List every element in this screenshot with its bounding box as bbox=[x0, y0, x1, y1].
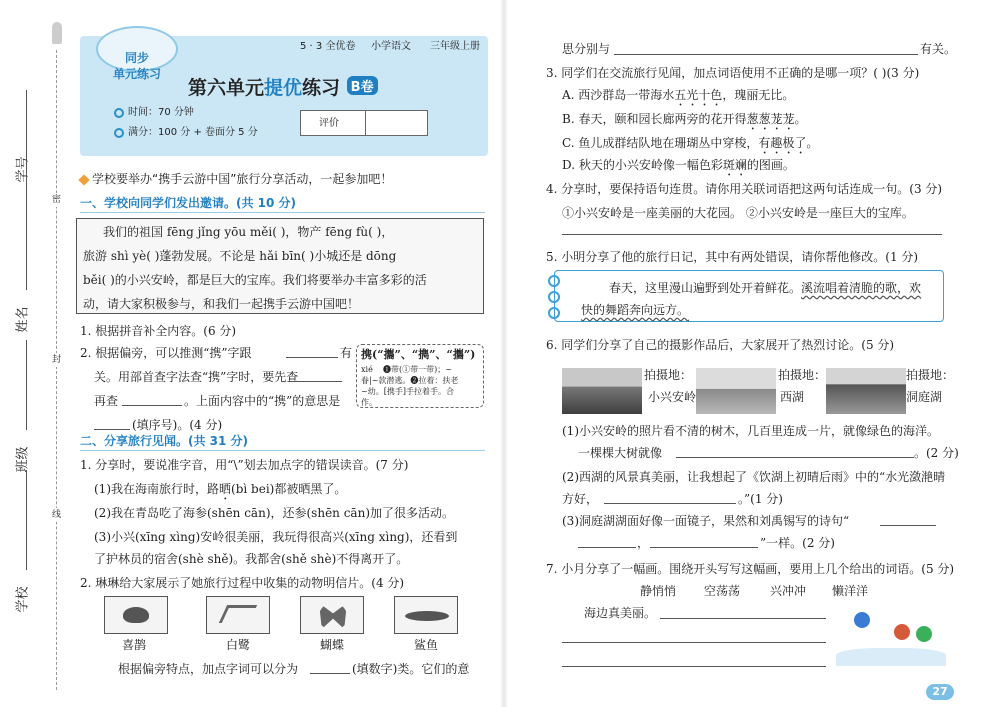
postcard-magpie bbox=[104, 596, 168, 634]
s2-question-1: 1. 分享时，要说准字音，用“\”划去加点字的错误读音。(7 分) bbox=[80, 458, 409, 472]
name-field[interactable] bbox=[8, 300, 38, 400]
r-question-3[interactable]: 3. 同学们在交流旅行见闻，加点词语使用不正确的是哪一项？( )(3 分) bbox=[546, 66, 920, 80]
animal-label-butterfly: 蝴蝶 bbox=[320, 638, 345, 652]
magpie-icon bbox=[123, 607, 149, 623]
sand-shape bbox=[836, 648, 946, 666]
series-name: 5 · 3 全优卷 bbox=[300, 41, 356, 52]
r-question-6-2b-end: 。”(1 分) bbox=[738, 492, 783, 506]
meaning-relation-blank[interactable] bbox=[614, 54, 918, 55]
photo-dongtinghu bbox=[826, 368, 906, 414]
dict-line-4: 作。 bbox=[361, 398, 377, 407]
s2-line-3[interactable]: (3)小兴(xīng xìng)安岭很美丽，我玩得很高兴(xīng xìng)，还看到 bbox=[94, 530, 458, 544]
metaphor-blank[interactable] bbox=[676, 457, 914, 458]
comma-sep: ， bbox=[637, 536, 650, 550]
invitation-line-2[interactable]: 旅游 shì yè( )蓬勃发展。不论是 hǎi bīn( )小城还是 dōng bbox=[83, 249, 397, 263]
rocket-icon bbox=[52, 22, 62, 44]
r-question-6-1b: 一棵棵大树就像 bbox=[578, 446, 663, 460]
word-3: 兴冲冲 bbox=[770, 584, 807, 598]
rocket-bullet-icon bbox=[78, 174, 89, 185]
option-d[interactable]: D. 秋天的小兴安岭像一幅色彩斑斓的图画。 bbox=[562, 158, 795, 172]
b-paper-tag: B卷 bbox=[347, 76, 378, 95]
r-top-line: 思分别与 bbox=[562, 42, 611, 56]
r-question-6-2: (2)西湖的风景真美丽，让我想起了《饮湖上初晴后雨》中的“水光潋滟晴 bbox=[562, 470, 946, 484]
r-question-6-1b-end: 。(2 分) bbox=[914, 446, 959, 460]
photo-label-3: 拍摄地： bbox=[906, 368, 955, 382]
s1-question-1: 1. 根据拼音补全内容。(6 分) bbox=[80, 324, 237, 338]
binding-margin bbox=[0, 0, 70, 707]
subject-name: 小学语文 bbox=[371, 41, 411, 52]
photo-xihu bbox=[696, 368, 776, 414]
check-icon bbox=[114, 128, 124, 138]
school-label: 学校 bbox=[15, 586, 31, 613]
dictionary-card bbox=[356, 344, 484, 408]
option-a[interactable]: A. 西沙群岛一带海水五光十色，瑰丽无比。 bbox=[562, 88, 795, 102]
margin-mi: 密 bbox=[52, 195, 62, 205]
radical-lookup-blank[interactable] bbox=[288, 381, 342, 382]
word-2: 空荡荡 bbox=[704, 584, 741, 598]
word-4: 懒洋洋 bbox=[832, 584, 869, 598]
writing-line-2[interactable] bbox=[562, 642, 826, 643]
s1-question-2c: 再查 bbox=[94, 394, 119, 408]
s2-line-4[interactable]: 了护林员的宿舍(shè shě)。我都舍(shě shè)不得离开了。 bbox=[94, 552, 409, 566]
page-number: 27 bbox=[926, 684, 954, 700]
s2-question-2b: 根据偏旁特点，加点字词可以分为 bbox=[118, 662, 299, 676]
animal-label-egret: 白鹭 bbox=[226, 638, 251, 652]
r-question-7a: 海边真美丽。 bbox=[584, 606, 657, 620]
photo-place-2: 西湖 bbox=[780, 390, 805, 404]
kid-icon bbox=[916, 626, 932, 642]
student-id-field[interactable] bbox=[8, 150, 38, 250]
ring-icon bbox=[548, 275, 560, 287]
poem-blank-b[interactable] bbox=[578, 547, 636, 548]
r-question-6-3b: ”一样。(2 分) bbox=[760, 536, 835, 550]
ring-icon bbox=[548, 291, 560, 303]
r-question-5: 5. 小明分享了他的旅行日记，其中有两处错误，请你帮他修改。(1 分) bbox=[546, 250, 919, 264]
unit-badge bbox=[96, 26, 178, 81]
binding-dashed-line bbox=[56, 50, 57, 690]
r-question-6: 6. 同学们分享了自己的摄影作品后，大家展开了热烈讨论。(5 分) bbox=[546, 338, 895, 352]
invitation-box bbox=[76, 218, 484, 314]
poem-blank-c[interactable] bbox=[650, 547, 758, 548]
s1-question-2b: 关。用部首查字法查“携”字时，要先查 bbox=[94, 370, 299, 384]
s2-question-2b-end: (填数字)类。它们的意 bbox=[352, 662, 470, 676]
school-field[interactable] bbox=[8, 580, 38, 680]
r-question-6-1: (1)小兴安岭的照片看不清的树木，几百里连成一片，就像绿色的海洋。 bbox=[562, 424, 940, 438]
grade-name: 三年级上册 bbox=[430, 41, 480, 52]
meaning-blank[interactable] bbox=[94, 429, 130, 430]
page-fold bbox=[500, 0, 508, 707]
time-limit: 时间：70 分钟 bbox=[128, 107, 194, 118]
photo-label-2: 拍摄地： bbox=[778, 368, 827, 382]
word-1: 静悄悄 bbox=[640, 584, 677, 598]
animal-label-shark: 鲨鱼 bbox=[414, 638, 439, 652]
r-question-4a: ①小兴安岭是一座美丽的大花园。 ②小兴安岭是一座巨大的宝库。 bbox=[562, 206, 914, 220]
s1-question-2d: (填序号)。(4 分) bbox=[132, 418, 223, 432]
section2-divider bbox=[80, 450, 485, 451]
s1-question-2a: 2. 根据偏旁，可以推测“携”字跟 bbox=[80, 346, 252, 360]
s1-question-2c-mid: 。上面内容中的“携”的意思是 bbox=[184, 394, 341, 408]
postcard-shark bbox=[394, 596, 458, 634]
category-count-blank[interactable] bbox=[310, 673, 350, 674]
kid-icon bbox=[854, 612, 870, 628]
class-label: 班级 bbox=[15, 446, 31, 473]
dict-pinyin: xié bbox=[361, 365, 373, 374]
section2-title: 二、分享旅行见闻。(共 31 分) bbox=[80, 434, 249, 448]
evaluation-label: 评价 bbox=[319, 118, 339, 129]
clock-icon bbox=[114, 108, 124, 118]
dict-head: 携(“攜”、“擕”、“攜”) bbox=[361, 348, 476, 361]
r-question-7: 7. 小月分享了一幅画。围绕开头写写这幅画，要用上几个给出的词语。(5 分) bbox=[546, 562, 955, 576]
option-c[interactable]: C. 鱼儿成群结队地在珊瑚丛中穿梭，有趣极了。 bbox=[562, 136, 819, 150]
unit-badge-text: 同步 单元练习 bbox=[112, 51, 161, 81]
poem-line-blank[interactable] bbox=[604, 503, 736, 504]
stroke-lookup-blank[interactable] bbox=[122, 405, 182, 406]
photo-xiaoxinganling bbox=[562, 368, 642, 414]
margin-xian: 线 bbox=[52, 510, 62, 520]
postcard-butterfly bbox=[300, 596, 364, 634]
s1-question-2a-end: 有 bbox=[340, 346, 353, 360]
dict-line-2: 眷|~款潜逃。❷拉着：扶老 bbox=[361, 376, 459, 385]
writing-line-1[interactable] bbox=[660, 618, 826, 619]
page-title: 第六单元提优练习 B卷 bbox=[188, 73, 378, 100]
shark-icon bbox=[405, 611, 449, 621]
s2-question-2: 2. 琳琳给大家展示了她旅行过程中收集的动物明信片。(4 分) bbox=[80, 576, 405, 590]
dict-line-3: ~幼。[携手]手拉着手。合 bbox=[361, 387, 454, 396]
name-label: 姓名 bbox=[15, 306, 31, 333]
invitation-line-4: 动，请大家积极参与，和我们一起携手云游中国吧！ bbox=[83, 297, 360, 311]
student-id-label: 学号 bbox=[15, 156, 31, 183]
radical-blank[interactable] bbox=[286, 357, 338, 358]
writing-line-3[interactable] bbox=[562, 666, 826, 667]
s2-line-2[interactable]: (2)我在青岛吃了海参(shēn cān)，还参(shēn cān)加了很多活动。 bbox=[94, 506, 454, 520]
class-field[interactable] bbox=[8, 440, 38, 540]
kid-icon bbox=[894, 624, 910, 640]
r-question-4: 4. 分享时，要保持语句连贯。请你用关联词语把这两句话连成一句。(3 分) bbox=[546, 182, 943, 196]
butterfly-icon bbox=[319, 603, 347, 629]
invitation-line-1[interactable]: 我们的祖国 fēng jǐng yōu měi( )，物产 fēng fù( )， bbox=[103, 225, 394, 239]
section1-title: 一、学校向同学们发出邀请。(共 10 分) bbox=[80, 196, 297, 210]
invitation-line-3[interactable]: běi( )的小兴安岭，都是巨大的宝库。我们将要举办丰富多彩的活 bbox=[83, 273, 427, 287]
s2-line-1[interactable]: (1)我在海南旅行时，路晒(bì bei)都被晒黑了。 bbox=[94, 482, 347, 496]
diary-box bbox=[554, 270, 944, 322]
ring-icon bbox=[548, 307, 560, 319]
photo-place-3: 洞庭湖 bbox=[906, 390, 943, 404]
evaluation-box[interactable] bbox=[300, 110, 428, 136]
r-top-line-end: 有关。 bbox=[920, 42, 957, 56]
poem-blank-a[interactable] bbox=[880, 525, 936, 526]
dict-line-1: ❶带(①带一带)；~ bbox=[383, 365, 452, 374]
postcard-egret bbox=[206, 596, 270, 634]
photo-label-1: 拍摄地： bbox=[644, 368, 693, 382]
beach-kids-illustration bbox=[836, 606, 946, 668]
r-question-6-3: (3)洞庭湖湖面好像一面镜子，果然和刘禹锡写的诗句“ bbox=[562, 514, 850, 528]
margin-feng: 封 bbox=[52, 355, 62, 365]
diary-line-2[interactable]: 快的舞蹈奔向远方。 bbox=[581, 303, 690, 317]
animal-label-magpie: 喜鹊 bbox=[122, 638, 147, 652]
egret-icon bbox=[219, 605, 257, 623]
intro-text: 学校要举办“携手云游中国”旅行分享活动，一起参加吧！ bbox=[92, 172, 393, 186]
full-score: 满分：100 分 + 卷面分 5 分 bbox=[128, 127, 258, 138]
section1-divider bbox=[80, 212, 485, 213]
r-question-6-2b: 方好， bbox=[562, 492, 599, 506]
photo-place-1: 小兴安岭 bbox=[648, 390, 697, 404]
option-b[interactable]: B. 春天，颐和园长廊两旁的花开得葱葱茏茏。 bbox=[562, 112, 807, 126]
diary-line-1[interactable]: 春天，这里漫山遍野到处开着鲜花。溪流唱着清脆的歌，欢 bbox=[609, 281, 922, 295]
connective-answer-line[interactable] bbox=[562, 234, 942, 235]
